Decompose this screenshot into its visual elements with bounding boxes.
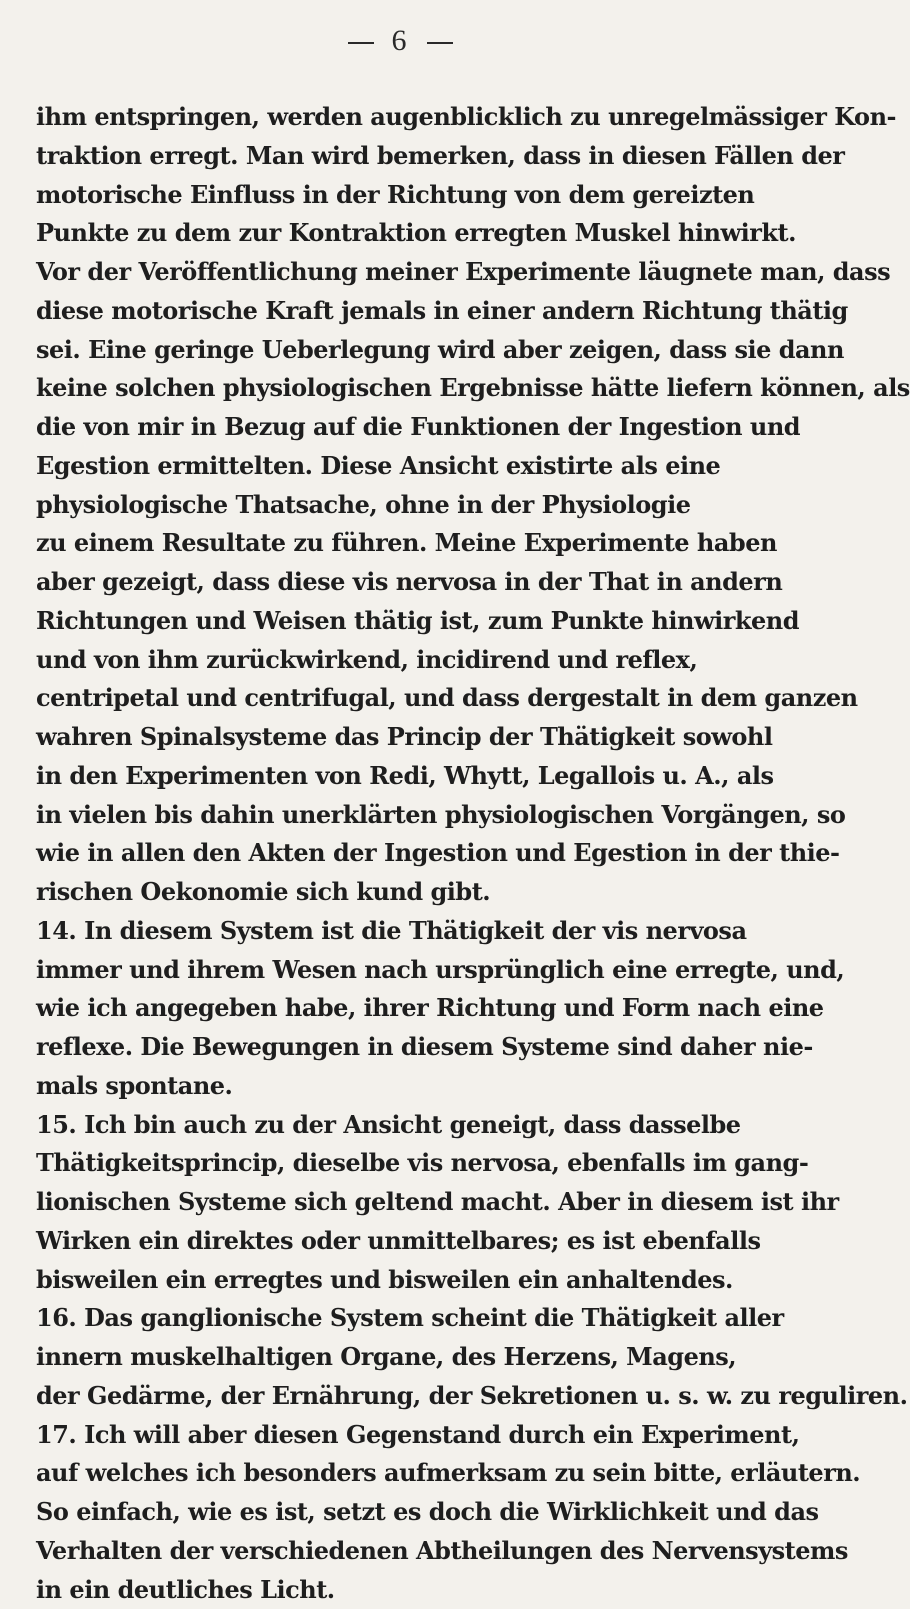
text-line: reflexe. Die Bewegungen in diesem Systeme sind daher nie- [36, 1028, 758, 1067]
text-line: in vielen bis dahin unerklärten physiologischen Vorgängen, so [36, 796, 758, 835]
text-line: der Gedärme, der Ernährung, der Sekretionen u. s. w. zu reguliren. [36, 1377, 758, 1416]
text-line: wahren Spinalsysteme das Princip der Thätigkeit sowohl [36, 718, 758, 757]
text-line: diese motorische Kraft jemals in einer andern Richtung thätig [36, 292, 758, 331]
text-line: auf welches ich besonders aufmerksam zu sein bitte, erläutern. [36, 1454, 758, 1493]
text-line: Thätigkeitsprincip, dieselbe vis nervosa, ebenfalls im gang- [36, 1144, 758, 1183]
body-text [36, 98, 758, 1609]
page-header [0, 24, 800, 58]
text-line: 14. In diesem System ist die Thätigkeit der vis nervosa [36, 912, 758, 951]
text-line: wie in allen den Akten der Ingestion und Egestion in der thie- [36, 834, 758, 873]
text-line: So einfach, wie es ist, setzt es doch die Wirklichkeit und das [36, 1493, 758, 1532]
text-line: in den Experimenten von Redi, Whytt, Legallois u. A., als [36, 757, 758, 796]
text-line: mals spontane. [36, 1067, 758, 1106]
text-line: innern muskelhaltigen Organe, des Herzens, Magens, [36, 1338, 758, 1377]
text-line: die von mir in Bezug auf die Funktionen der Ingestion und [36, 408, 758, 447]
text-line: traktion erregt. Man wird bemerken, dass in diesen Fällen der [36, 137, 758, 176]
text-line: Punkte zu dem zur Kontraktion erregten Muskel hinwirkt. [36, 214, 758, 253]
text-line: ihm entspringen, werden augenblicklich zu unregelmässiger Kon- [36, 98, 758, 137]
text-line: Wirken ein direktes oder unmittelbares; es ist ebenfalls [36, 1222, 758, 1261]
text-line: bisweilen ein erregtes und bisweilen ein anhaltendes. [36, 1261, 758, 1300]
text-line: Richtungen und Weisen thätig ist, zum Punkte hinwirkend [36, 602, 758, 641]
text-line: zu einem Resultate zu führen. Meine Experimente haben [36, 524, 758, 563]
text-line: Vor der Veröffentlichung meiner Experimente läugnete man, dass [36, 253, 758, 292]
text-line: 16. Das ganglionische System scheint die Thätigkeit aller [36, 1299, 758, 1338]
text-line: physiologische Thatsache, ohne in der Physiologie [36, 486, 758, 525]
page-number: 6 [392, 24, 409, 57]
text-line: aber gezeigt, dass diese vis nervosa in der That in andern [36, 563, 758, 602]
text-line: keine solchen physiologischen Ergebnisse hätte liefern können, als [36, 369, 758, 408]
text-line: Verhalten der verschiedenen Abtheilungen des Nervensystems [36, 1532, 758, 1571]
header-dash-left [348, 42, 374, 44]
text-line: sei. Eine geringe Ueberlegung wird aber zeigen, dass sie dann [36, 331, 758, 370]
text-line: lionischen Systeme sich geltend macht. Aber in diesem ist ihr [36, 1183, 758, 1222]
text-line: Egestion ermittelten. Diese Ansicht existirte als eine [36, 447, 758, 486]
text-line: 15. Ich bin auch zu der Ansicht geneigt, dass dasselbe [36, 1106, 758, 1145]
header-dash-right [427, 42, 453, 44]
text-line: immer und ihrem Wesen nach ursprünglich eine erregte, und, [36, 951, 758, 990]
text-line: centripetal und centrifugal, und dass dergestalt in dem ganzen [36, 679, 758, 718]
text-line: und von ihm zurückwirkend, incidirend und reflex, [36, 641, 758, 680]
text-line: wie ich angegeben habe, ihrer Richtung und Form nach eine [36, 989, 758, 1028]
text-line: in ein deutliches Licht. [36, 1571, 758, 1609]
text-line: rischen Oekonomie sich kund gibt. [36, 873, 758, 912]
text-line: 17. Ich will aber diesen Gegenstand durch ein Experiment, [36, 1416, 758, 1455]
text-line: motorische Einfluss in der Richtung von dem gereizten [36, 176, 758, 215]
